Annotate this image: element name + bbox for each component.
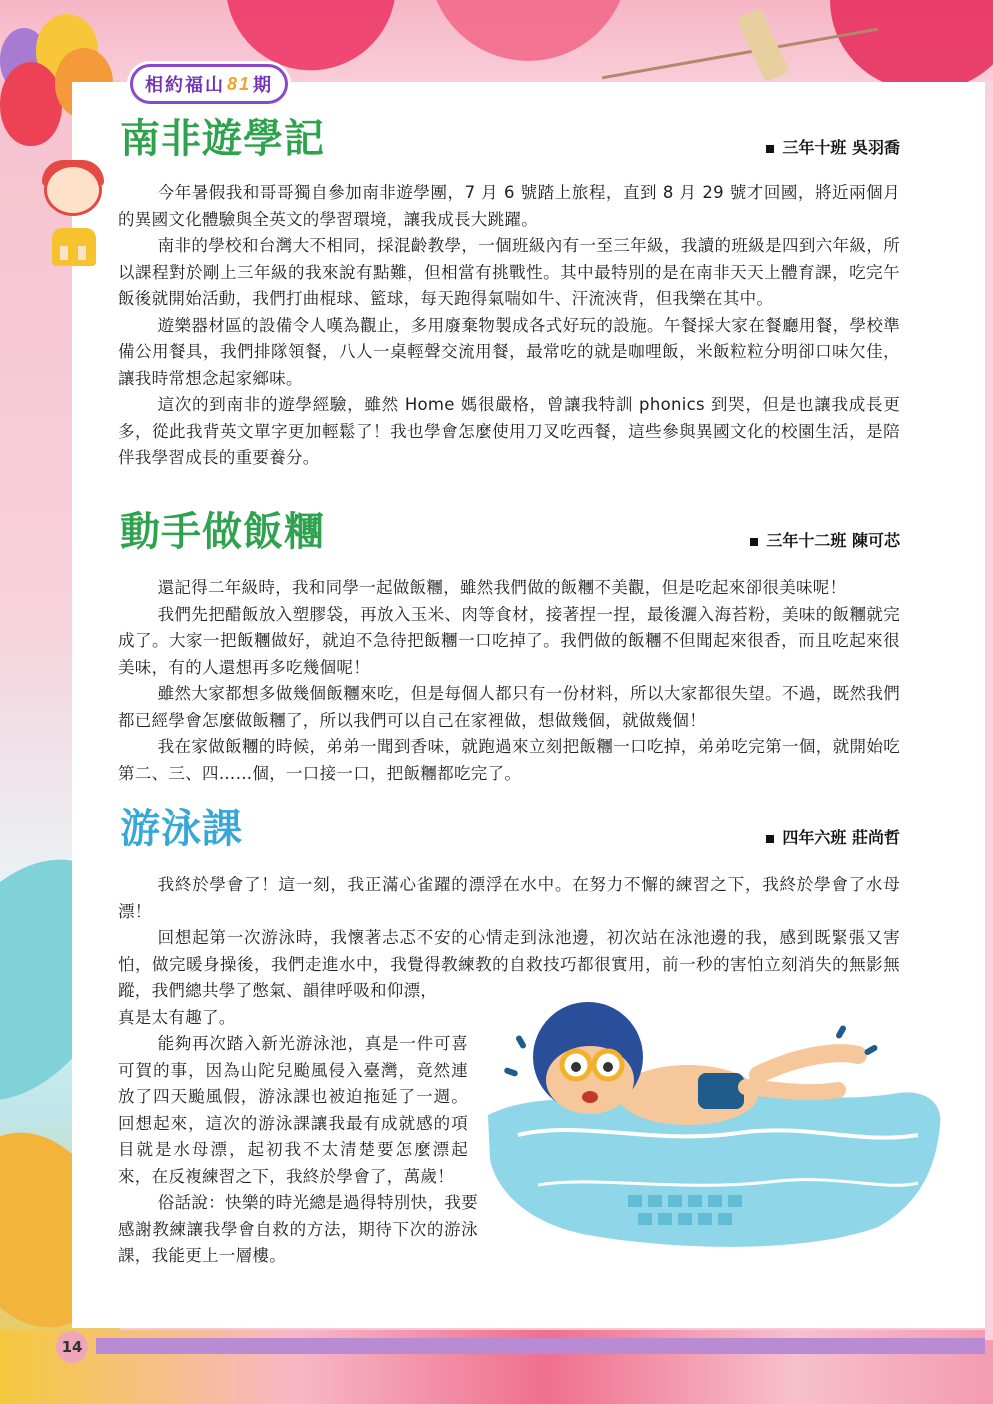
article-paragraph: 今年暑假我和哥哥獨自參加南非遊學團，7 月 6 號踏上旅程，直到 8 月 29 號才回國，將近兩個月的異國文化體驗與全英文的學習環境，讓我成長大跳躍。 bbox=[118, 183, 900, 229]
article-paragraph: 回想起第一次游泳時，我懷著忐忑不安的心情走到泳池邊，初次站在泳池邊的我，感到既緊張又害怕，做完暖身操後，我們走進水中，我覺得教練教的自救技巧都很實用，前一秒的害怕立刻消失的無影無蹤，我們總共學了憋氣、韻律呼吸和仰漂， bbox=[118, 928, 900, 1000]
article-paragraph: 還記得二年級時，我和同學一起做飯糰，雖然我們做的飯糰不美觀，但是吃起來卻很美味呢！ bbox=[157, 578, 847, 597]
article-title: 南非遊學記 bbox=[118, 107, 331, 164]
issue-badge bbox=[130, 64, 288, 104]
article-paragraph: 真是太有趣了。 bbox=[118, 1007, 236, 1027]
article-paragraph: 遊樂器材區的設備令人嘆為觀止，多用廢棄物製成各式好玩的設施。午餐採大家在餐廳用餐，學校準備公用餐具，我們排隊領餐，八人一桌輕聲交流用餐，最常吃的就是咖哩飯，米飯粒粒分明卻口味欠佳，讓我時常想念起家鄉味。 bbox=[118, 315, 900, 388]
footer-bar bbox=[96, 1338, 985, 1354]
girl-illustration-icon bbox=[32, 158, 116, 256]
swimmer-illustration-icon bbox=[478, 995, 948, 1250]
article-title: 游泳課 bbox=[118, 797, 249, 854]
article-author: 四年六班 莊尚哲 bbox=[766, 825, 900, 848]
issue-badge-text: 相約福山 bbox=[145, 75, 225, 95]
article-south-africa bbox=[118, 112, 900, 472]
article-paragraph: 我在家做飯糰的時候，弟弟一聞到香味，就跑過來立刻把飯糰一口吃掉，弟弟吃完第一個，就開始吃第二、三、四……個，一口接一口，把飯糰都吃完了。 bbox=[118, 737, 900, 783]
article-paragraph: 能夠再次踏入新光游泳池，真是一件可喜可賀的事，因為山陀兒颱風侵入臺灣，竟然連放了四天颱風假，游泳課也被迫拖延了一週。回想起來，這次的游泳課讓我最有成就感的項目就是水母漂，起初我不太清楚要怎麼漂起來，在反複練習之下，我終於學會了，萬歲！ bbox=[118, 1034, 468, 1186]
right-background bbox=[985, 80, 993, 1340]
article-author: 三年十二班 陳可芯 bbox=[750, 528, 900, 551]
article-title: 動手做飯糰 bbox=[118, 500, 331, 557]
page-number: 14 bbox=[56, 1331, 88, 1363]
article-paragraph: 俗話說：快樂的時光總是過得特別快，我要感謝教練讓我學會自救的方法，期待下次的游泳課，我能更上一層樓。 bbox=[118, 1193, 478, 1265]
issue-badge-suffix: 期 bbox=[253, 75, 274, 95]
article-paragraph: 南非的學校和台灣大不相同，採混齡教學，一個班級內有一至三年級，我讀的班級是四到六年級，所以課程對於剛上三年級的我來說有點難，但相當有挑戰性。其中最特別的是在南非天天上體育課，吃完午飯後就開始活動，我們打曲棍球、籃球，每天跑得氣喘如牛、汗流浹背，但我樂在其中。 bbox=[118, 236, 900, 308]
article-rice-ball bbox=[118, 505, 900, 787]
issue-badge-number: 81 bbox=[227, 73, 252, 94]
article-author: 三年十班 吳羽喬 bbox=[766, 135, 900, 158]
article-paragraph: 我們先把醋飯放入塑膠袋，再放入玉米、肉等食材，接著捏一捏，最後灑入海苔粉，美味的飯糰就完成了。大家一把飯糰做好，就迫不急待把飯糰一口吃掉了。我們做的飯糰不但聞起來很香，而且吃起來很美味，有的人還想再多吃幾個呢！ bbox=[118, 604, 900, 677]
balloon-icon bbox=[0, 62, 62, 146]
article-paragraph: 雖然大家都想多做幾個飯糰來吃，但是每個人都只有一份材料，所以大家都很失望。不過，既然我們都已經學會怎麼做飯糰了，所以我們可以自己在家裡做，想做幾個，就做幾個！ bbox=[118, 684, 900, 730]
article-paragraph: 這次的到南非的遊學經驗，雖然 Home 媽很嚴格，曾讓我特訓 phonics 到哭，但是也讓我成長更多，從此我背英文單字更加輕鬆了！我也學會怎麼使用刀叉吃西餐，這些參與異國文化的校園生活，是陪伴我學習成長的重要養分。 bbox=[118, 395, 900, 467]
article-paragraph: 我終於學會了！這一刻，我正滿心雀躍的漂浮在水中。在努力不懈的練習之下，我終於學會了水母漂！ bbox=[118, 875, 900, 921]
